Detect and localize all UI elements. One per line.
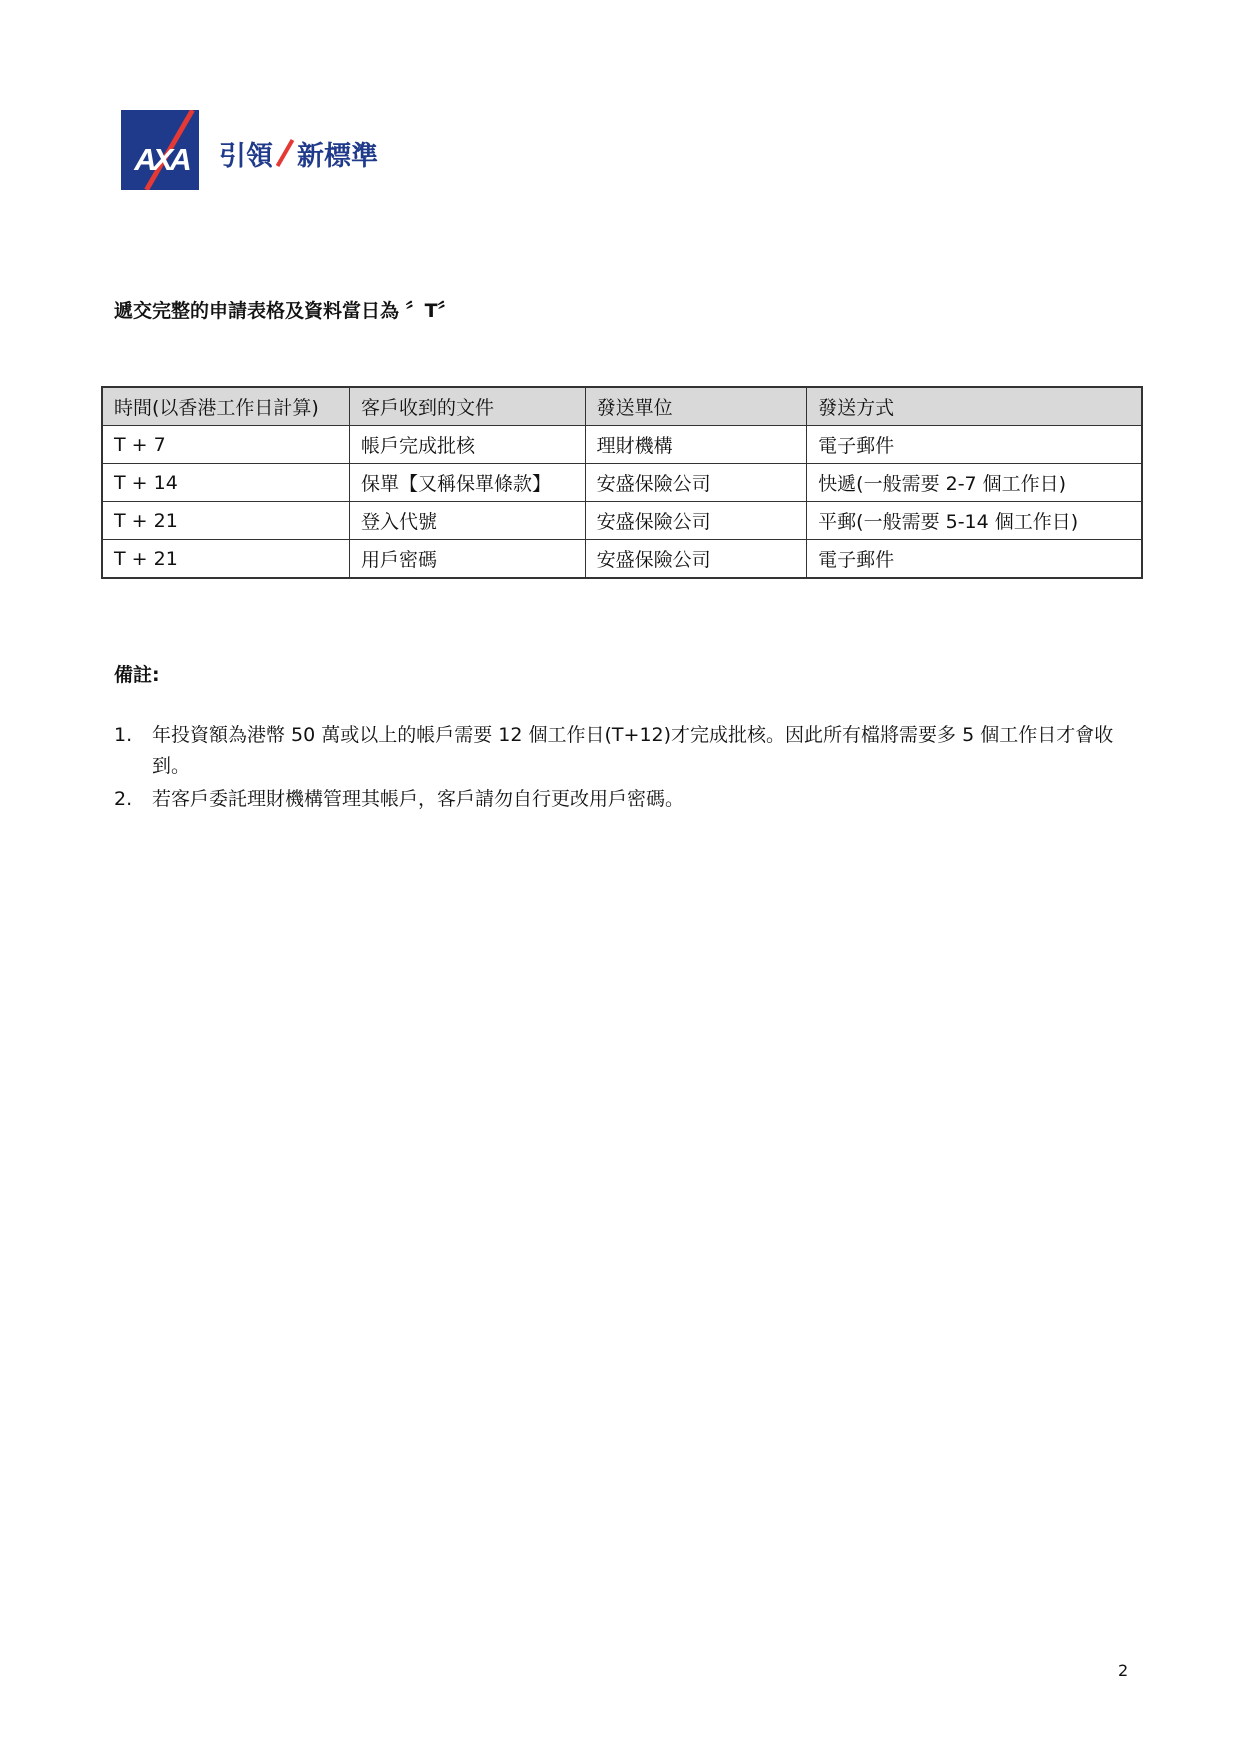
cell-method: 快遞(一般需要 2-7 個工作日) bbox=[807, 464, 1142, 502]
page-number: 2 bbox=[1118, 1661, 1129, 1680]
cell-time: T + 14 bbox=[102, 464, 350, 502]
document-schedule-table bbox=[101, 386, 1143, 579]
cell-time: T + 7 bbox=[102, 426, 350, 464]
table-row bbox=[102, 540, 1142, 579]
header-document: 客戶收到的文件 bbox=[350, 387, 586, 426]
notes-title: 備註: bbox=[114, 664, 160, 686]
cell-sender: 安盛保險公司 bbox=[585, 464, 807, 502]
logo-tagline bbox=[219, 134, 378, 173]
cell-sender: 理財機構 bbox=[585, 426, 807, 464]
cell-method: 平郵(一般需要 5-14 個工作日) bbox=[807, 502, 1142, 540]
notes-list bbox=[114, 720, 1134, 817]
header-method: 發送方式 bbox=[807, 387, 1142, 426]
cell-method: 電子郵件 bbox=[807, 426, 1142, 464]
cell-document: 登入代號 bbox=[350, 502, 586, 540]
section-heading: 遞交完整的申請表格及資料當日為 〞T〞 bbox=[114, 300, 457, 322]
cell-document: 帳戶完成批核 bbox=[350, 426, 586, 464]
company-logo bbox=[121, 110, 378, 190]
tagline-part-1: 引領 bbox=[219, 140, 273, 172]
tagline-slash bbox=[276, 139, 294, 167]
cell-time: T + 21 bbox=[102, 502, 350, 540]
list-item bbox=[114, 720, 1134, 782]
table-row bbox=[102, 426, 1142, 464]
table-row bbox=[102, 464, 1142, 502]
note-text: 若客戶委託理財機構管理其帳戶，客戶請勿自行更改用戶密碼。 bbox=[152, 788, 685, 810]
cell-sender: 安盛保險公司 bbox=[585, 540, 807, 579]
cell-sender: 安盛保險公司 bbox=[585, 502, 807, 540]
header-time: 時間(以香港工作日計算) bbox=[102, 387, 350, 426]
tagline-part-2: 新標準 bbox=[297, 140, 378, 172]
table-header-row bbox=[102, 387, 1142, 426]
cell-method: 電子郵件 bbox=[807, 540, 1142, 579]
list-item bbox=[114, 784, 1134, 815]
table-row bbox=[102, 502, 1142, 540]
note-number: 2. bbox=[114, 788, 133, 810]
axa-logo-mark bbox=[121, 110, 199, 190]
note-text: 年投資額為港幣 50 萬或以上的帳戶需要 12 個工作日(T+12)才完成批核。因此所有檔將需要多 5 個工作日才會收到。 bbox=[152, 724, 1114, 777]
header-sender: 發送單位 bbox=[585, 387, 807, 426]
cell-document: 保單【又稱保單條款】 bbox=[350, 464, 586, 502]
cell-document: 用戶密碼 bbox=[350, 540, 586, 579]
logo-wordmark: AXA bbox=[134, 142, 188, 177]
note-number: 1. bbox=[114, 724, 133, 746]
cell-time: T + 21 bbox=[102, 540, 350, 579]
